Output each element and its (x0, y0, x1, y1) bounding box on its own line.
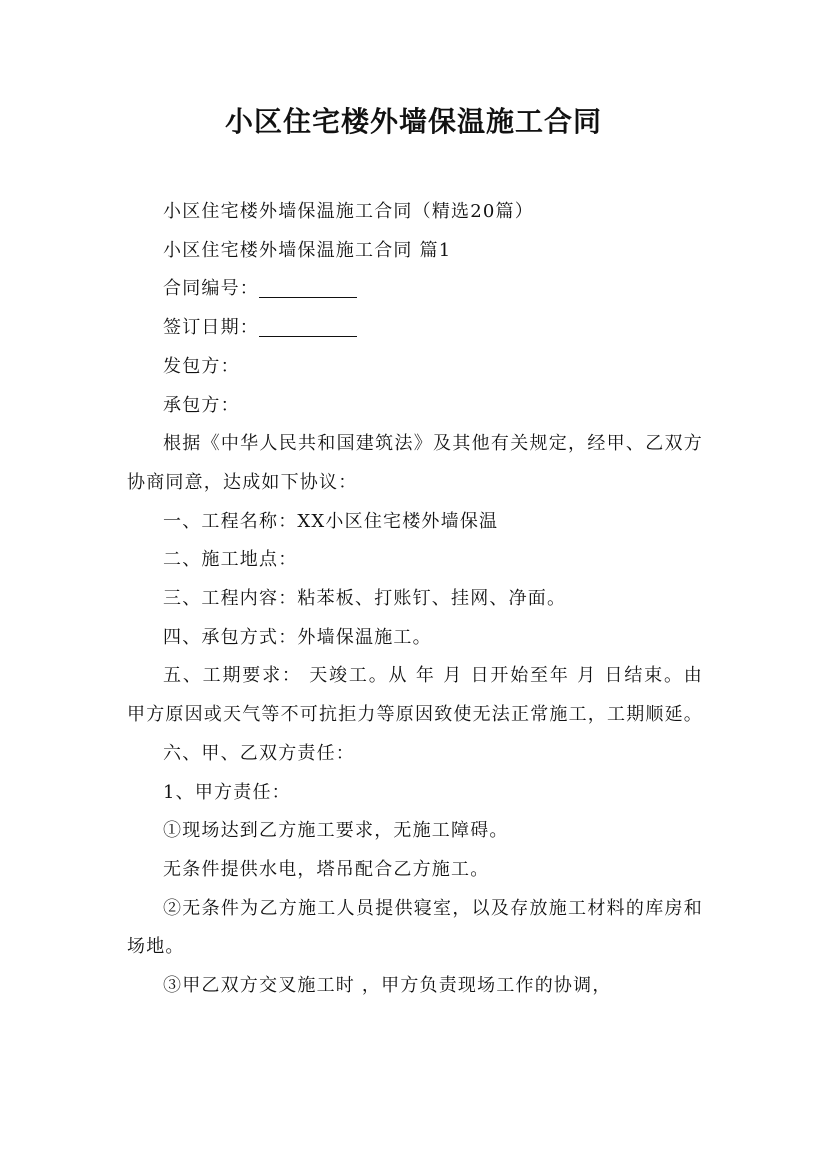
clause-project-name: 一、工程名称：XX小区住宅楼外墙保温 (163, 510, 499, 532)
document-body (127, 193, 703, 1006)
party-a-label: 发包方： (163, 355, 240, 377)
sign-date-line (127, 309, 703, 348)
duty-item-1: ①现场达到乙方施工要求，无施工障碍。 (163, 820, 509, 842)
clause-responsibilities: 六、甲、乙双方责任： (163, 742, 355, 764)
party-a-responsibilities-heading: 1、甲方责任： (163, 781, 291, 803)
sign-date-blank (259, 314, 357, 337)
clause-location: 二、施工地点： (163, 549, 298, 571)
clause-contract-mode: 四、承包方式：外墙保温施工。 (163, 626, 432, 648)
preamble-paragraph: 根据《中华人民共和国建筑法》及其他有关规定，经甲、乙双方协商同意，达成如下协议： (127, 433, 703, 493)
duty-item-2: ②无条件为乙方施工人员提供寝室，以及存放施工材料的库房和场地。 (127, 897, 703, 958)
contract-number-line (127, 270, 703, 309)
document-subtitle: 小区住宅楼外墙保温施工合同（精选20篇） (163, 201, 534, 222)
duty-item-3: ③甲乙双方交叉施工时 ，甲方负责现场工作的协调， (163, 975, 612, 997)
contract-number-label: 合同编号： (163, 278, 259, 300)
party-b-label: 承包方： (163, 394, 240, 416)
duty-item-1b: 无条件提供水电，塔吊配合乙方施工。 (163, 858, 490, 880)
document-title: 小区住宅楼外墙保温施工合同 (224, 105, 602, 138)
sign-date-label: 签订日期： (163, 317, 259, 339)
section-heading: 小区住宅楼外墙保温施工合同 篇1 (163, 239, 452, 261)
clause-content: 三、工程内容：粘苯板、打账钉、挂网、净面。 (163, 588, 567, 610)
clause-schedule: 五、工期要求： 天竣工。从 年 月 日开始至年 月 日结束。由甲方原因或天气等不可抗拒力等原因致使无法正常施工，工期顺延。 (127, 665, 703, 726)
contract-number-blank (259, 275, 357, 298)
